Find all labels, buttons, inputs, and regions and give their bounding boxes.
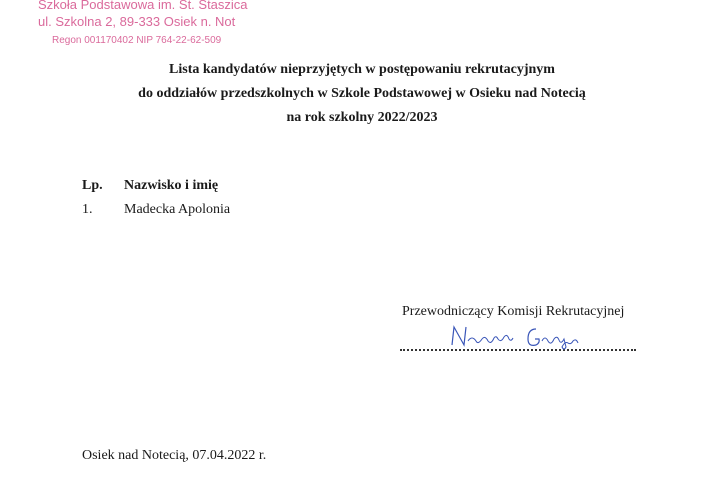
row-lp: 1. xyxy=(82,202,93,217)
stamp-school-name: Szkoła Podstawowa im. St. Staszica xyxy=(38,0,248,12)
handwritten-signature xyxy=(448,323,598,351)
row-name: Madecka Apolonia xyxy=(124,202,231,217)
header-lp: Lp. xyxy=(82,178,103,193)
header-name: Nazwisko i imię xyxy=(124,178,219,193)
document-title-line-1: Lista kandydatów nieprzyjętych w postępowaniu rekrutacyjnym xyxy=(169,62,555,77)
document-title-line-2: do oddziałów przedszkolnych w Szkole Podstawowej w Osieku nad Notecią xyxy=(138,86,586,101)
committee-chair-title: Przewodniczący Komisji Rekrutacyjnej xyxy=(402,304,625,319)
place-and-date: Osiek nad Notecią, 07.04.2022 r. xyxy=(82,448,267,463)
stamp-address: ul. Szkolna 2, 89-333 Osiek n. Not xyxy=(38,14,236,29)
stamp-regon-nip: Regon 001170402 NIP 764-22-62-509 xyxy=(52,35,222,46)
school-stamp xyxy=(38,0,248,48)
signature-line xyxy=(400,329,636,351)
document-title-line-3: na rok szkolny 2022/2023 xyxy=(286,110,438,125)
